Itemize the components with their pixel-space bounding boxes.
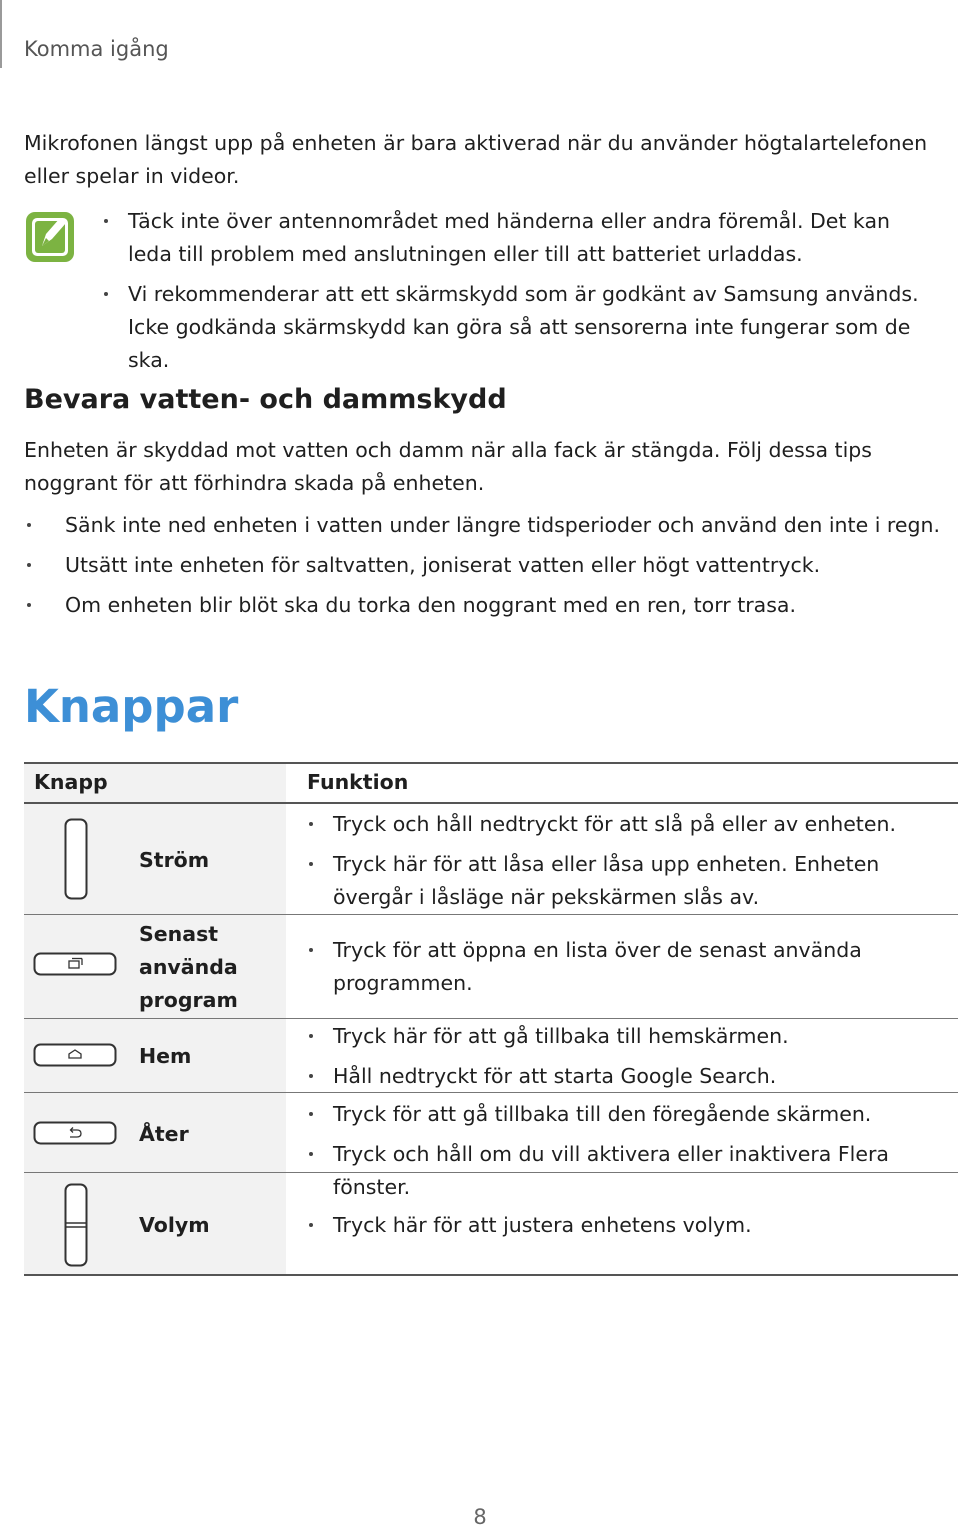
row-divider: [24, 1092, 958, 1093]
bullet-icon: [309, 1223, 313, 1227]
divider: [24, 802, 958, 804]
function-item: Tryck här för att justera enhetens volym.: [333, 1209, 953, 1242]
function-list: [333, 1020, 953, 1100]
function-list: [333, 808, 953, 921]
function-item: Tryck och håll om du vill aktivera eller inaktivera Flera fönster.: [333, 1138, 953, 1204]
list-item: Sänk inte ned enheten i vatten under längre tidsperioder och använd den inte i regn.: [65, 509, 945, 542]
function-list: [333, 1209, 953, 1249]
key-name: Hem: [139, 1044, 192, 1068]
function-list: [333, 1098, 953, 1211]
key-name: Senast använda program: [139, 922, 238, 1012]
bullet-icon: [309, 1152, 313, 1156]
column-header-function: Funktion: [307, 770, 409, 794]
bullet-icon: [309, 948, 313, 952]
note-item: Vi rekommenderar att ett skärmskydd som är godkänt av Samsung används. Icke godkända skärmskydd kan göra så att sensorerna inte fungerar som de ska.: [128, 278, 928, 377]
row-divider: [24, 914, 958, 915]
note-pencil-icon: [24, 208, 76, 264]
bullet-icon: [27, 523, 31, 527]
key-name: Volym: [139, 1213, 210, 1237]
intro-paragraph: Mikrofonen längst upp på enheten är bara aktiverad när du använder högtalartelefonen eller spelar in videor.: [24, 131, 928, 188]
bullet-icon: [27, 563, 31, 567]
running-header: Komma igång: [24, 37, 169, 61]
list-item: Utsätt inte enheten för saltvatten, joniserat vatten eller högt vattentryck.: [65, 549, 945, 582]
function-item: Håll nedtryckt för att starta Google Search.: [333, 1060, 953, 1093]
key-name: Ström: [139, 848, 210, 872]
keys-table: [24, 762, 958, 1276]
bullet-icon: [309, 822, 313, 826]
function-item: Tryck för att gå tillbaka till den föregående skärmen.: [333, 1098, 953, 1131]
section-paragraph: Enheten är skyddad mot vatten och damm när alla fack är stängda. Följ dessa tips noggrant för att förhindra skada på enheten.: [24, 438, 872, 495]
function-item: Tryck här för att låsa eller låsa upp enheten. Enheten övergår i låsläge när pekskärmen slås av.: [333, 848, 953, 914]
section-heading: Bevara vatten- och dammskydd: [24, 384, 507, 415]
page-title: Knappar: [24, 680, 239, 733]
row-divider: [24, 1018, 958, 1019]
margin-rule: [0, 0, 2, 68]
key-name: Åter: [139, 1122, 189, 1146]
divider: [24, 762, 958, 764]
function-item: Tryck för att öppna en lista över de senast använda programmen.: [333, 934, 953, 1000]
home-key-icon: [33, 1043, 117, 1071]
function-list: [333, 934, 953, 1007]
note-item: Täck inte över antennområdet med händerna eller andra föremål. Det kan leda till problem med anslutningen eller till att batteriet urladdas.: [128, 205, 928, 271]
bullet-icon: [27, 603, 31, 607]
page-number: 8: [473, 1505, 487, 1529]
divider: [24, 1274, 958, 1276]
bullet-icon: [309, 1112, 313, 1116]
back-key-icon: [33, 1121, 117, 1149]
function-item: Tryck här för att gå tillbaka till hemskärmen.: [333, 1020, 953, 1053]
column-header-key: Knapp: [34, 770, 108, 794]
function-item: Tryck och håll nedtryckt för att slå på eller av enheten.: [333, 808, 953, 841]
water-tips-list: [65, 509, 945, 629]
bullet-icon: [309, 1034, 313, 1038]
volume-key-icon: [64, 1183, 88, 1271]
bullet-icon: [104, 219, 108, 223]
recent-apps-key-icon: [33, 952, 117, 980]
note-list: [128, 205, 928, 384]
row-divider: [24, 1172, 958, 1173]
power-key-icon: [64, 818, 88, 904]
list-item: Om enheten blir blöt ska du torka den noggrant med en ren, torr trasa.: [65, 589, 945, 622]
bullet-icon: [104, 292, 108, 296]
bullet-icon: [309, 862, 313, 866]
bullet-icon: [309, 1074, 313, 1078]
